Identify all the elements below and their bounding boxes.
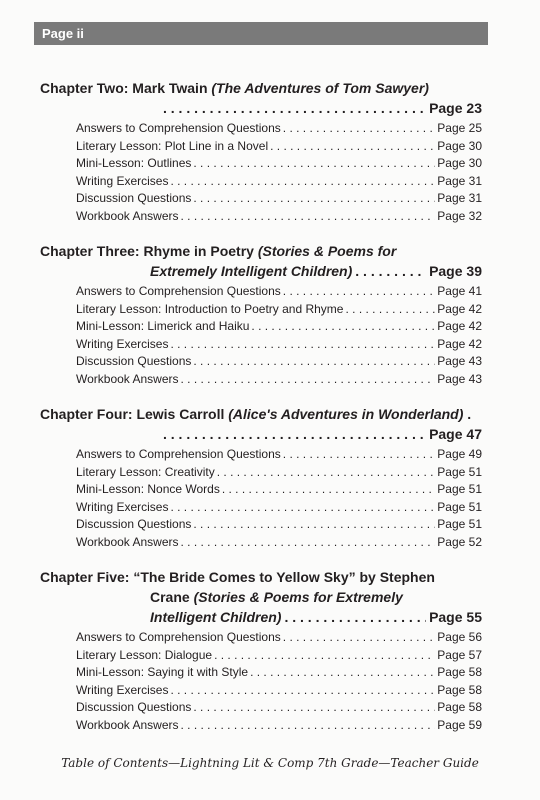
list-item: Workbook Answers . . . Page 52 [76, 534, 482, 552]
list-item: Answers to Comprehension Questions . . . Page 56 [76, 629, 482, 647]
chapter-page-line: Extremely Intelligent Children) . . . Page 39 [40, 261, 482, 281]
dot-leader [163, 424, 426, 444]
page-header-bar [34, 22, 488, 45]
list-item: Writing Exercises . . . Page 58 [76, 682, 482, 700]
list-item: Mini-Lesson: Nonce Words . . . Page 51 [76, 481, 482, 499]
list-item: Literary Lesson: Introduction to Poetry and Rhyme . . . Page 42 [76, 301, 482, 319]
chapter-page: Page 39 [429, 263, 482, 279]
chapter-title: Chapter Five: “The Bride Comes to Yellow Sky” by Stephen [40, 569, 435, 585]
chapter-page-line [40, 98, 482, 118]
list-item: Workbook Answers . . . Page 43 [76, 371, 482, 389]
list-item: Writing Exercises . . . Page 51 [76, 499, 482, 517]
chapter-entries [40, 446, 482, 551]
list-item: Literary Lesson: Creativity . . . Page 51 [76, 464, 482, 482]
list-item: Writing Exercises . . . Page 31 [76, 173, 482, 191]
chapter-page: Page 55 [429, 609, 482, 625]
chapter-title-continued: Crane (Stories & Poems for Extremely [150, 589, 403, 605]
list-item: Mini-Lesson: Limerick and Haiku . . . Page 42 [76, 318, 482, 336]
list-item: Mini-Lesson: Saying it with Style . . . Page 58 [76, 664, 482, 682]
chapter-title: Chapter Four: Lewis Carroll (Alice's Adventures in Wonderland) . [40, 406, 472, 422]
list-item: Discussion Questions . . . Page 51 [76, 516, 482, 534]
list-item: Literary Lesson: Plot Line in a Novel . . . Page 30 [76, 138, 482, 156]
chapter-entries [40, 120, 482, 225]
chapter-page-line [40, 424, 482, 444]
table-of-contents [40, 78, 482, 750]
page-footer: Table of Contents—Lightning Lit & Comp 7th Grade—Teacher Guide [61, 756, 479, 770]
dot-leader [284, 607, 426, 627]
list-item: Discussion Questions . . . Page 58 [76, 699, 482, 717]
chapter-five [40, 567, 482, 734]
dot-leader [163, 98, 426, 118]
chapter-three [40, 241, 482, 388]
chapter-page-line: Intelligent Children) . . . Page 55 [40, 607, 482, 627]
chapter-page: Page 47 [429, 426, 482, 442]
chapter-four [40, 404, 482, 551]
list-item: Workbook Answers . . . Page 59 [76, 717, 482, 735]
chapter-entries [40, 283, 482, 388]
list-item: Answers to Comprehension Questions . . . Page 49 [76, 446, 482, 464]
chapter-title: Chapter Two: Mark Twain (The Adventures of Tom Sawyer) [40, 80, 429, 96]
chapter-page: Page 23 [429, 100, 482, 116]
chapter-title: Chapter Three: Rhyme in Poetry (Stories & Poems for [40, 243, 397, 259]
list-item: Mini-Lesson: Outlines . . . Page 30 [76, 155, 482, 173]
list-item: Writing Exercises . . . Page 42 [76, 336, 482, 354]
chapter-entries [40, 629, 482, 734]
list-item: Workbook Answers . . . Page 32 [76, 208, 482, 226]
list-item: Discussion Questions . . . Page 43 [76, 353, 482, 371]
page-number-label: Page ii [42, 26, 84, 41]
dot-leader [355, 261, 426, 281]
list-item: Discussion Questions . . . Page 31 [76, 190, 482, 208]
list-item: Literary Lesson: Dialogue . . . Page 57 [76, 647, 482, 665]
chapter-two [40, 78, 482, 225]
list-item: Answers to Comprehension Questions . . . Page 25 [76, 120, 482, 138]
list-item: Answers to Comprehension Questions . . . Page 41 [76, 283, 482, 301]
